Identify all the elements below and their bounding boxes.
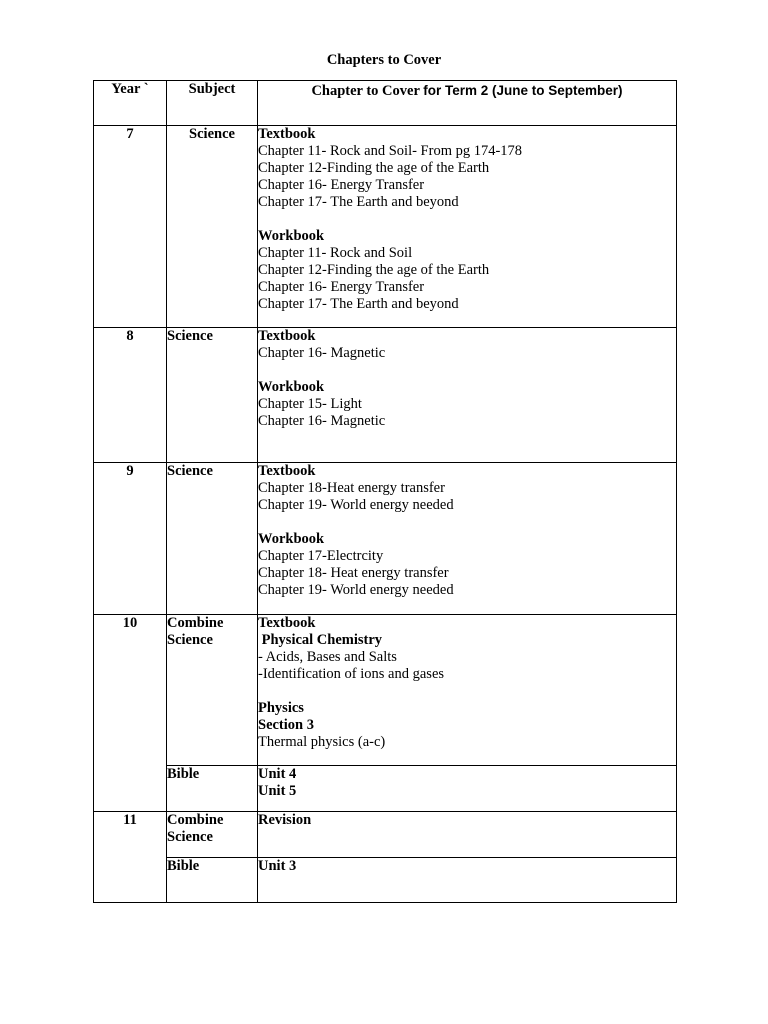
header-chapter: [258, 81, 677, 126]
table-row: [94, 126, 677, 328]
chapter-line: Chapter 11- Rock and Soil: [258, 245, 413, 261]
table-row: [94, 463, 677, 615]
section-heading: Textbook: [258, 615, 316, 631]
section-heading: Workbook: [258, 228, 325, 244]
spacer-line: [258, 362, 676, 379]
chapter-line: Chapter 16- Energy Transfer: [258, 177, 425, 193]
header-year: Year `: [94, 81, 167, 126]
section-heading: Physical Chemistry: [258, 632, 383, 648]
table-row: [94, 812, 677, 858]
section-heading: Unit 5: [258, 783, 297, 799]
chapter-line: Chapter 12-Finding the age of the Earth: [258, 160, 490, 176]
section-heading: Unit 3: [258, 858, 297, 874]
chapter-line: - Acids, Bases and Salts: [258, 649, 397, 665]
subject-cell: Science: [167, 126, 258, 328]
header-chapter-part1: Chapter to Cover: [311, 83, 424, 99]
chapter-line: Chapter 18- Heat energy transfer: [258, 565, 449, 581]
subject-cell: Combine Science: [167, 615, 258, 766]
chapter-cell: [258, 766, 677, 812]
spacer-line: [258, 514, 676, 531]
chapter-line: Chapter 19- World energy needed: [258, 497, 454, 513]
table-row: [94, 328, 677, 463]
subject-cell: Bible: [167, 858, 258, 903]
chapter-line: Chapter 15- Light: [258, 396, 362, 412]
year-cell: 8: [94, 328, 167, 463]
chapter-line: Chapter 16- Magnetic: [258, 413, 386, 429]
spacer-line: [258, 683, 676, 700]
subject-cell: Science: [167, 328, 258, 463]
header-subject: Subject: [167, 81, 258, 126]
chapter-line: Chapter 12-Finding the age of the Earth: [258, 262, 490, 278]
spacer-line: [258, 211, 676, 228]
chapter-line: Chapter 17- The Earth and beyond: [258, 194, 459, 210]
section-heading: Revision: [258, 812, 312, 828]
year-cell: 9: [94, 463, 167, 615]
chapter-cell: [258, 463, 677, 615]
year-cell: 7: [94, 126, 167, 328]
chapter-line: Chapter 11- Rock and Soil- From pg 174-178: [258, 143, 523, 159]
chapter-line: -Identification of ions and gases: [258, 666, 445, 682]
chapter-line: Chapter 18-Heat energy transfer: [258, 480, 445, 496]
chapter-cell: [258, 615, 677, 766]
section-heading: Workbook: [258, 531, 325, 547]
section-heading: Textbook: [258, 328, 316, 344]
table-header-row: [94, 81, 677, 126]
chapter-cell: [258, 126, 677, 328]
section-heading: Section 3: [258, 717, 314, 733]
subject-cell: Combine Science: [167, 812, 258, 858]
subject-cell: Bible: [167, 766, 258, 812]
header-chapter-part2: for Term 2 (June to September): [423, 83, 623, 98]
table-row: [94, 615, 677, 766]
table-row: [94, 766, 677, 812]
section-heading: Unit 4: [258, 766, 297, 782]
table-row: [94, 858, 677, 903]
chapter-line: Chapter 17-Electrcity: [258, 548, 384, 564]
chapter-line: Chapter 17- The Earth and beyond: [258, 296, 459, 312]
chapter-line: Chapter 16- Energy Transfer: [258, 279, 425, 295]
chapter-line: Chapter 16- Magnetic: [258, 345, 386, 361]
year-cell: 10: [94, 615, 167, 812]
section-heading: Textbook: [258, 463, 316, 479]
section-heading: Physics: [258, 700, 304, 716]
subject-cell: Science: [167, 463, 258, 615]
chapter-cell: [258, 328, 677, 463]
document-title: Chapters to Cover: [326, 52, 442, 68]
section-heading: Textbook: [258, 126, 316, 142]
chapter-line: Thermal physics (a-c): [258, 734, 386, 750]
year-cell: 11: [94, 812, 167, 903]
chapter-cell: [258, 858, 677, 903]
chapters-table: [93, 80, 677, 903]
chapter-cell: [258, 812, 677, 858]
chapter-line: Chapter 19- World energy needed: [258, 582, 454, 598]
section-heading: Workbook: [258, 379, 325, 395]
